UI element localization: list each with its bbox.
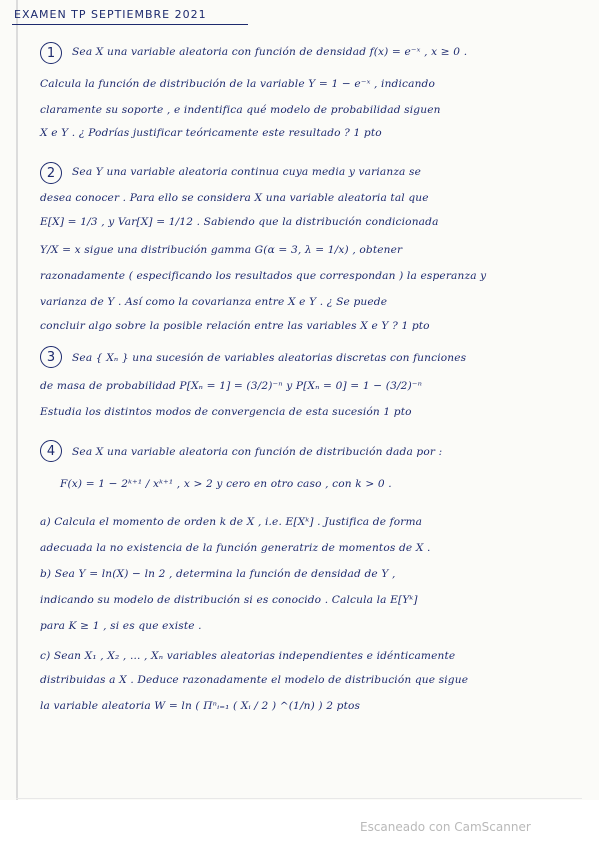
q1-line-2: Calcula la función de distribución de la variable Y = 1 − e⁻ˣ , indicando — [40, 78, 435, 90]
q2-line-7: concluir algo sobre la posible relación entre las variables X e Y ? 1 pto — [40, 320, 430, 332]
q3-line-2: de masa de probabilidad P[Xₙ = 1] = (3/2)⁻ⁿ y P[Xₙ = 0] = 1 − (3/2)⁻ⁿ — [40, 380, 423, 392]
question-number-1: 1 — [40, 42, 62, 64]
q2-line-2: desea conocer . Para ello se considera X una variable aleatoria tal que — [40, 192, 429, 204]
q4-distribution-formula: F(x) = 1 − 2ᵏ⁺¹ / xᵏ⁺¹ , x > 2 y cero en otro caso , con k > 0 . — [60, 478, 392, 490]
question-number-4: 4 — [40, 440, 62, 462]
q4c-line-3: la variable aleatoria W = ln ( Πⁿᵢ₌₁ ( Xᵢ / 2 ) ^(1/n) ) 2 ptos — [40, 700, 361, 712]
q3-line-1: Sea { Xₙ } una sucesión de variables aleatorias discretas con funciones — [72, 352, 467, 364]
q4a-line-2: adecuada la no existencia de la función generatriz de momentos de X . — [40, 542, 431, 554]
q2-line-3: E[X] = 1/3 , y Var[X] = 1/12 . Sabiendo que la distribución condicionada — [40, 216, 439, 228]
title-underline — [12, 24, 248, 25]
page-bottom-edge — [16, 798, 582, 799]
q4-line-1: Sea X una variable aleatoria con función de distribución dada por : — [72, 446, 443, 458]
q2-line-5: razonadamente ( especificando los resultados que correspondan ) la esperanza y — [40, 270, 487, 282]
question-number-3: 3 — [40, 346, 62, 368]
q3-line-3: Estudia los distintos modos de convergencia de esta sucesión 1 pto — [40, 406, 412, 418]
q4c-line-2: distribuidas a X . Deduce razonadamente el modelo de distribución que sigue — [40, 674, 469, 686]
q4b-line-1: b) Sea Y = ln(X) − ln 2 , determina la función de densidad de Y , — [40, 568, 396, 580]
q4a-line-1: a) Calcula el momento de orden k de X , i.e. E[Xᵏ] . Justifica de forma — [40, 516, 423, 528]
page-margin-line — [16, 0, 18, 800]
q4b-line-2: indicando su modelo de distribución si es conocido . Calcula la E[Yᵏ] — [40, 594, 418, 606]
q1-line-3: claramente su soporte , e indentifica qué modelo de probabilidad siguen — [40, 104, 441, 116]
question-number-2: 2 — [40, 162, 62, 184]
q2-line-6: varianza de Y . Así como la covarianza entre X e Y . ¿ Se puede — [40, 296, 388, 308]
camscanner-watermark: Escaneado con CamScanner — [360, 820, 531, 834]
q1-line-4: X e Y . ¿ Podrías justificar teóricamente este resultado ? 1 pto — [40, 127, 382, 139]
q4b-line-3: para K ≥ 1 , si es que existe . — [40, 620, 202, 632]
q4c-line-1: c) Sean X₁ , X₂ , ... , Xₙ variables aleatorias independientes e idénticamente — [40, 650, 456, 662]
q2-line-1: Sea Y una variable aleatoria continua cuya media y varianza se — [72, 166, 422, 178]
exam-title: EXAMEN TP SEPTIEMBRE 2021 — [14, 8, 207, 21]
q2-line-4: Y/X = x sigue una distribución gamma G(α = 3, λ = 1/x) , obtener — [40, 244, 403, 256]
q1-line-1: Sea X una variable aleatoria con función de densidad f(x) = e⁻ˣ , x ≥ 0 . — [72, 46, 468, 58]
